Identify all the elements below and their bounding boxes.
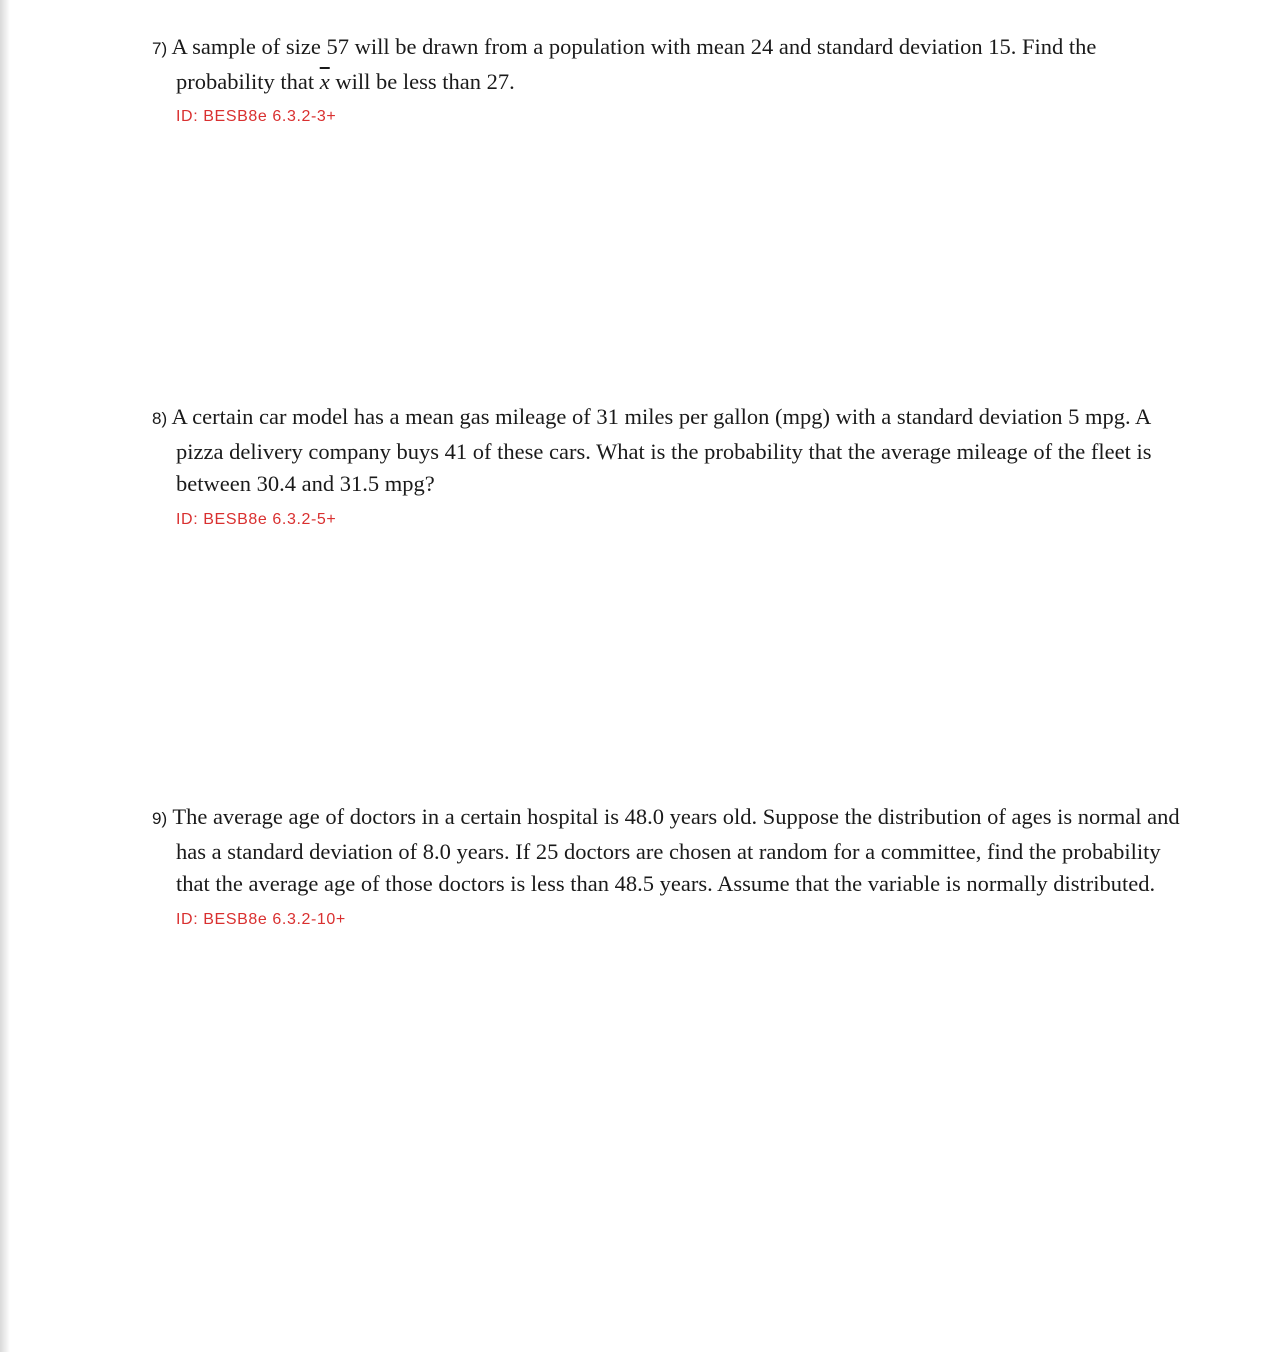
problem-id: ID: BESB8e 6.3.2-10+	[176, 910, 346, 928]
problem-9-text	[152, 801, 1182, 901]
x-bar-symbol: $\overline{x}$	[319, 68, 330, 94]
problem-number: 8)	[152, 409, 168, 428]
problem-number: 9)	[152, 809, 168, 828]
problem-9	[152, 801, 1182, 929]
problem-7-text-end: will be less than 27.	[329, 68, 515, 94]
problem-8-text	[152, 401, 1182, 501]
problem-7-text	[152, 31, 1182, 98]
problem-id: ID: BESB8e 6.3.2-3+	[176, 108, 337, 125]
problem-number: 7)	[152, 39, 168, 58]
problem-8-body: A certain car model has a mean gas mileage of 31 miles per gallon (mpg) with a standard deviation 5 mpg. A pizza delivery company buys 41 of these cars. What is the probability that the average mileage of the fleet is between 30.4 and 31.5 mpg?	[171, 404, 1152, 496]
problem-9-body: The average age of doctors in a certain hospital is 48.0 years old. Suppose the distribution of ages is normal and has a standard deviation of 8.0 years. If 25 doctors are chosen at random for a committee, find the probability that the average age of those doctors is less than 48.5 years. Assume that the variable is normally distributed.	[172, 804, 1180, 896]
problem-8	[152, 401, 1182, 529]
page-left-edge	[0, 0, 10, 1352]
problem-7-text-start: A sample of size 57 will be drawn from a population with mean 24 and standard deviation 15. Find the probability that	[171, 34, 1097, 94]
problem-id: ID: BESB8e 6.3.2-5+	[176, 510, 337, 528]
problem-7	[152, 31, 1182, 126]
